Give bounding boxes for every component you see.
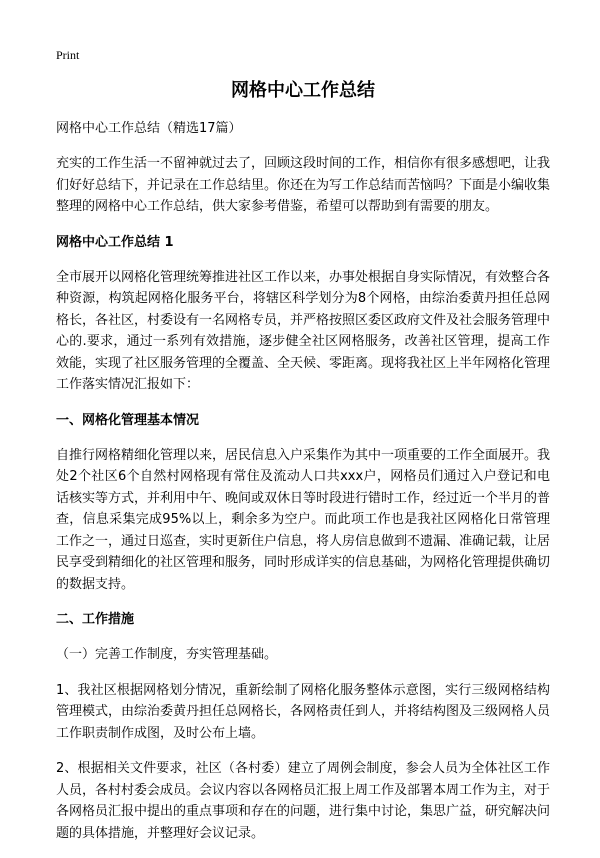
document-subtitle: 网格中心工作总结（精选17篇） xyxy=(56,121,242,136)
measures-item-0: （一）完善工作制度，夯实管理基础。 xyxy=(56,647,278,662)
section-heading: 网格中心工作总结 1 xyxy=(56,234,174,250)
basic-situation-paragraph: 自推行网格精细化管理以来，居民信息入户采集作为其中一项重要的工作全面展开。我处2个社区6个自然村网格现有常住及流动人口共xxx户，网格员们通过入户登记和电话核实等方式，并利用中午、晚间或双休日等时段进行错时工作，经过近一个半月的普查，信息采集完成95%以上，剩余多为空户。而此项工作也是我社区网格化日常管理工作之一，通过日巡查，实时更新住户信息，将人房信息做到不遗漏、准确记载，让居民享受到精细化的社区管理和服务，同时形成详实的信息基础，为网格化管理提供确切的数据支持。 xyxy=(56,447,551,592)
subsection-heading-basic: 一、网格化管理基本情况 xyxy=(56,412,200,428)
print-link[interactable]: Print xyxy=(56,48,80,62)
measures-item-2: 2、根据相关文件要求，社区（各村委）建立了周例会制度，参会人员为全体社区工作人员，各村村委会成员。会议内容以各网格员汇报上周工作及部署本周工作为主，对于各网格员汇报中提出的重点事项和存在的问题，进行集中讨论，集思广益，研究解决问题的具体措施，并整理好会议记录。 xyxy=(56,761,551,841)
intro-paragraph: 充实的工作生活一不留神就过去了，回顾这段时间的工作，相信你有很多感想吧，让我们好好总结下，并记录在工作总结里。你还在为写工作总结而苦恼吗？下面是小编收集整理的网格中心工作总结，供大家参考借鉴，希望可以帮助到有需要的朋友。 xyxy=(56,156,551,214)
measures-item-1: 1、我社区根据网格划分情况，重新绘制了网格化服务整体示意图，实行三级网格结构管理模式，由综治委黄丹担任总网格长，各网格责任到人，并将结构图及三级网格人员工作职责制作成图，及时公布上墙。 xyxy=(56,682,551,741)
subsection-heading-measures: 二、工作措施 xyxy=(56,612,135,627)
document-body xyxy=(56,78,550,858)
section-paragraph: 全市展开以网格化管理统筹推进社区工作以来，办事处根据自身实际情况，有效整合各种资源，构筑起网格化服务平台，将辖区科学划分为8个网格，由综治委黄丹担任总网格长，各社区，村委设有一名网格专员，并严格按照区委区政府文件及社会服务管理中心的.要求，通过一系列有效措施，逐步健全社区网格服务，改善社区管理，提高工作效能，实现了社区服务管理的全覆盖、全天候、零距离。现将我社区上半年网格化管理工作落实情况汇报如下： xyxy=(56,269,551,392)
document-title: 网格中心工作总结 xyxy=(231,80,375,101)
